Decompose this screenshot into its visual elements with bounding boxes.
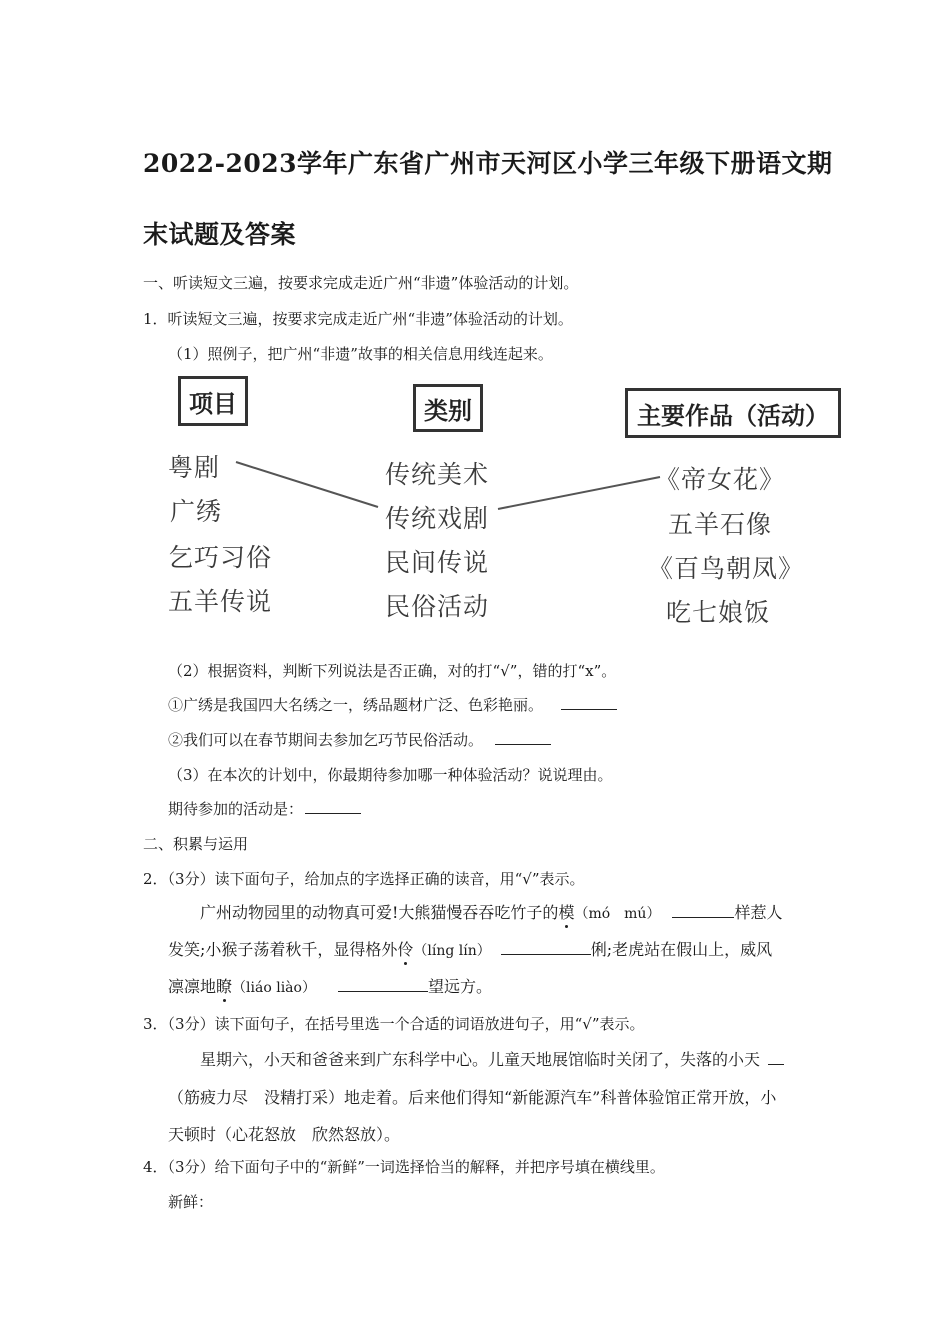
answer-blank[interactable]: [305, 799, 361, 814]
question2-line2: [168, 937, 772, 960]
passage-text: 样惹人: [734, 903, 783, 922]
answer-blank[interactable]: [672, 903, 734, 918]
dotted-char: 模: [558, 903, 575, 922]
question1-stem: 1．听读短文三遍，按要求完成走近广州“非遗”体验活动的计划。: [143, 310, 573, 328]
works-item: 《帝女花》: [655, 465, 786, 494]
question2-line3: [168, 974, 492, 997]
pinyin-options: （mó mú）: [574, 906, 661, 922]
header-category: 类别: [413, 384, 483, 432]
connector-line: [236, 462, 378, 507]
dotted-char: 瞭: [216, 977, 233, 996]
project-item: 粤剧: [168, 453, 221, 482]
works-item: 吃七娘饭: [666, 598, 771, 627]
dotted-char: 伶: [397, 940, 414, 959]
answer-blank[interactable]: [768, 1050, 784, 1065]
passage-text: 俐;老虎站在假山上，威风: [590, 940, 773, 959]
question1-item1: [168, 694, 617, 715]
category-item: 民间传说: [385, 548, 490, 577]
category-item: 民俗活动: [385, 592, 490, 621]
page-title-line1: 2022-2023学年广东省广州市天河区小学三年级下册语文期: [143, 149, 833, 178]
project-item: 五羊传说: [168, 587, 273, 616]
question4-label: 新鲜：: [168, 1193, 214, 1211]
question1-part1: （1）照例子，把广州“非遗”故事的相关信息用线连起来。: [168, 345, 553, 363]
question2-line1: [200, 900, 782, 923]
works-item: 《百鸟朝凤》: [648, 554, 805, 583]
question2-stem: 2．（3分）读下面句子，给加点的字选择正确的读音，用“√”表示。: [143, 870, 585, 888]
passage-text: 望远方。: [427, 977, 492, 996]
question4-stem: 4．（3分）给下面句子中的“新鲜”一词选择恰当的解释，并把序号填在横线里。: [143, 1158, 665, 1176]
question1-item1-text: ①广绣是我国四大名绣之一，绣品题材广泛、色彩艳丽。: [168, 696, 544, 714]
pinyin-options: （liáo liào）: [232, 980, 316, 996]
page-title-line2: 末试题及答案: [143, 220, 297, 249]
project-item: 广绣: [170, 497, 223, 526]
passage-text: 星期六，小天和爸爸来到广东科学中心。儿童天地展馆临时关闭了，失落的小天: [200, 1050, 761, 1069]
connector-line: [498, 477, 660, 509]
answer-blank[interactable]: [561, 695, 617, 710]
project-item: 乞巧习俗: [168, 543, 273, 572]
category-item: 传统美术: [385, 460, 490, 489]
question3-line2: （筋疲力尽 没精打采）地走着。后来他们得知“新能源汽车”科普体验馆正常开放，小: [168, 1088, 777, 1107]
question1-answer-line: [168, 798, 361, 819]
question1-part3: （3）在本次的计划中，你最期待参加哪一种体验活动？说说理由。: [168, 766, 613, 784]
header-project: 项目: [178, 376, 248, 426]
pinyin-options: （líng lín）: [413, 943, 491, 959]
section2-heading: 二、积累与运用: [143, 835, 249, 853]
passage-text: 发笑;小猴子荡着秋千，显得格外: [168, 940, 398, 959]
question1-answer-prompt: 期待参加的活动是：: [168, 800, 304, 818]
section1-heading: 一、听读短文三遍，按要求完成走近广州“非遗”体验活动的计划。: [143, 274, 579, 292]
answer-blank[interactable]: [495, 730, 551, 745]
passage-text: 广州动物园里的动物真可爱!大熊猫慢吞吞吃竹子的: [200, 903, 559, 922]
question1-item2: [168, 729, 551, 750]
header-works: 主要作品（活动）: [625, 388, 841, 438]
question3-stem: 3．（3分）读下面句子，在括号里选一个合适的词语放进句子，用“√”表示。: [143, 1015, 645, 1033]
passage-text: 凛凛地: [168, 977, 217, 996]
question1-part2: （2）根据资料，判断下列说法是否正确，对的打“√”，错的打“x”。: [168, 662, 617, 680]
category-item: 传统戏剧: [385, 504, 490, 533]
answer-blank[interactable]: [338, 977, 428, 992]
question1-item2-text: ②我们可以在春节期间去参加乞巧节民俗活动。: [168, 731, 484, 749]
question3-line1: [200, 1047, 784, 1070]
works-item: 五羊石像: [668, 510, 773, 539]
answer-blank[interactable]: [501, 940, 591, 955]
question3-line3: 天顿时（心花怒放 欣然怒放）。: [168, 1125, 401, 1144]
